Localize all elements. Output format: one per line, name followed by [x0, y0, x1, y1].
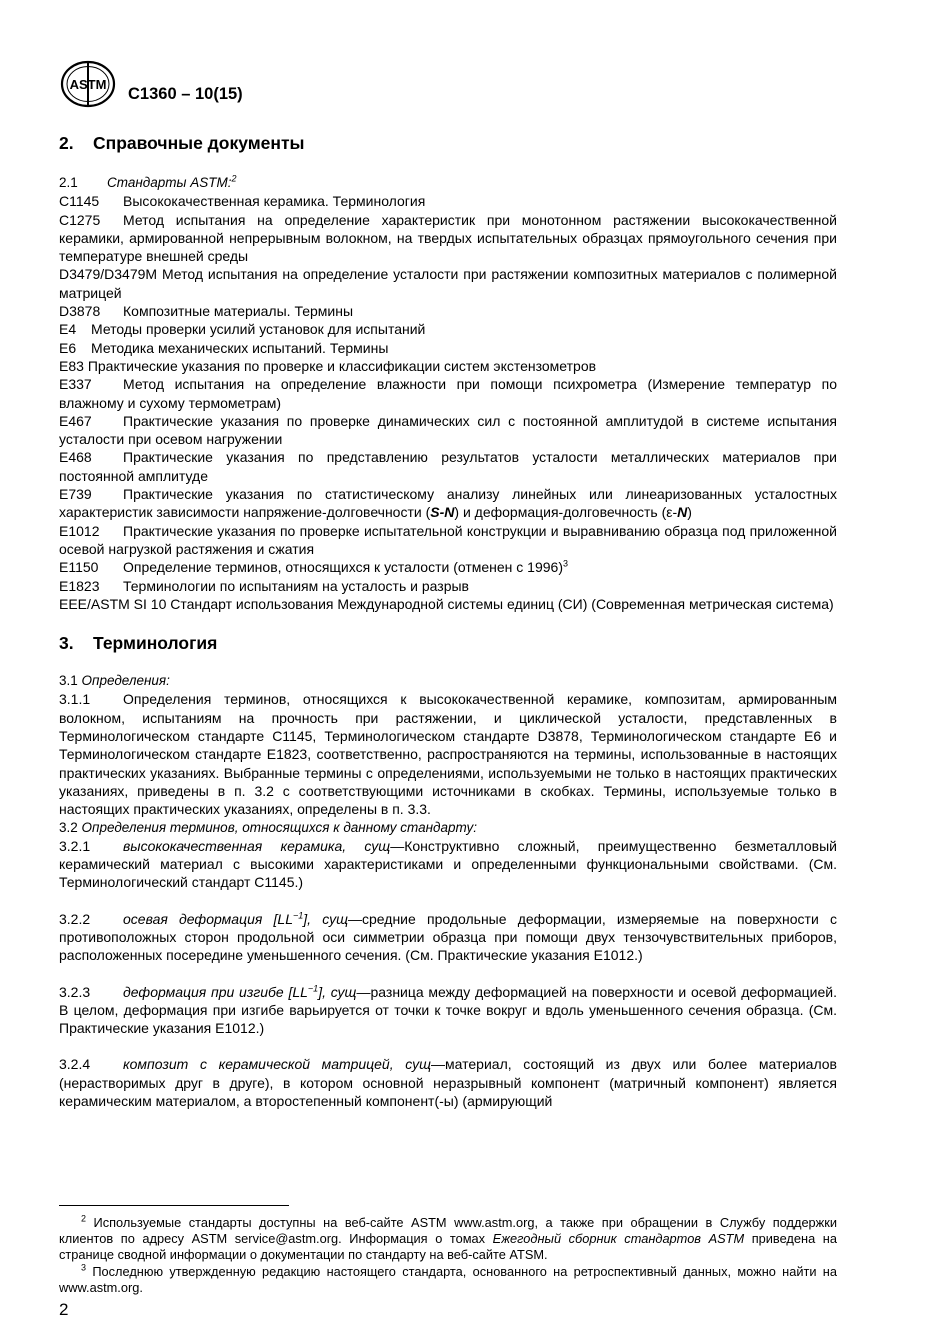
term-superscript: −1 — [307, 982, 319, 993]
section-title: Терминология — [93, 633, 218, 654]
subsection-title: Определения терминов, относящихся к данному стандарту: — [81, 819, 477, 835]
section-number: 2. — [59, 133, 74, 153]
reference-text: Практические указания по статистическому анализу линейных или линеаризованных усталостных характеристик зависимости напряжение-долговечности ( — [59, 486, 837, 521]
reference-code: E739 — [59, 486, 92, 503]
term: композит с керамической матрицей, сущ — [123, 1056, 432, 1073]
reference-text: Композитные материалы. Термины — [123, 303, 354, 320]
reference-item — [59, 522, 837, 559]
reference-code: E6 — [59, 339, 77, 356]
reference-item — [59, 320, 837, 338]
reference-item — [59, 577, 837, 595]
definition-text: —разница между деформацией на поверхности и осевой деформацией. В целом, деформация при изгибе варьируется от точки к точке вокруг и вдоль уменьшенного сечения образца. (См. Практические указания E1012.) — [59, 983, 837, 1037]
footnote-text-italic: Ежегодный сборник стандартов ASTM — [492, 1231, 745, 1247]
footnote-text: Последнюю утвержденную редакцию настоящего стандарта, основанного на ретроспективный данных, можно найти на www.astm.org. — [59, 1263, 837, 1295]
section-number: 3. — [59, 633, 74, 654]
reference-item — [59, 265, 837, 302]
reference-text: Стандарт использования Международной системы единиц (СИ) (Современная метрическая система) — [170, 595, 834, 612]
subsection-2-1 — [59, 173, 837, 192]
reference-code: E4 — [59, 321, 77, 338]
definition-text: —Конструктивно сложный, преимущественно безметалловый керамический материал с высокими характеристиками и определенными функциональными свойствами. (См. Терминологический стандарт C1145.) — [59, 837, 837, 891]
section-3-heading — [59, 632, 837, 654]
footnote-3 — [59, 1264, 837, 1296]
reference-text: ) — [687, 504, 692, 521]
definition-text: —материал, состоящий из двух или более материалов (нерастворимых друг в друге), в котором основной неразрывный компонент (матричный компонент) является керамическим материалом, а второстепенный компонент(-ы) (армирующий — [59, 1056, 837, 1110]
reference-item — [59, 485, 837, 522]
subsection-number: 2.1 — [59, 175, 78, 190]
reference-text: Терминологии по испытаниям на усталость и разрыв — [123, 577, 469, 594]
term: ], сущ — [303, 910, 349, 927]
paragraph-number: 3.2.1 — [59, 837, 91, 854]
reference-code: EEE/ASTM SI 10 — [59, 595, 167, 612]
reference-text: Метод испытания на определение характеристик при монотонном растяжении высококачественной керамики, армированной непрерывным волокном, на твердых испытательных образцах прямоугольного сечения при температуре внешней среды — [59, 211, 837, 265]
paragraph-3-2-3 — [59, 983, 837, 1038]
paragraph-3-1-1 — [59, 690, 837, 818]
reference-text: Практические указания по проверке испытательной конструкции и выравниванию образца под приложенной осевой нагрузкой растяжения и сжатия — [59, 522, 837, 557]
reference-item — [59, 211, 837, 266]
reference-text: Методика механических испытаний. Термины — [91, 339, 389, 356]
reference-text: Определение терминов, относящихся к усталости (отменен с 1996) — [123, 559, 563, 576]
paragraph-text: Определения терминов, относящихся к высококачественной керамике, композитам, армированным волокном, испытаниям на прочность при растяжении, и циклической усталости, представленных в Терминологическом стандарте C1145, Терминологическом стандарте D3878, Терминологическом стандарте E6 и Терминологическом стандарте E1823, соответственно, распространяются на термины, использованные в настоящих практических указаниях. Выбранные термины с определениями, используемыми не только в настоящих практических указаниях, приведены в п. 3.2 с соответствующими источниками в скобках. Термины, используемые только в настоящих практических указаниях, определены в п. 3.3. — [59, 691, 837, 818]
subsection-title: Стандарты ASTM: — [107, 175, 232, 190]
subsection-3-1 — [59, 672, 837, 690]
reference-item — [59, 339, 837, 357]
paragraph-number: 3.2.3 — [59, 983, 91, 1000]
reference-code: C1145 — [59, 193, 100, 210]
reference-text: Методы проверки усилий установок для испытаний — [91, 321, 426, 338]
term: осевая деформация [LL — [123, 910, 293, 927]
reference-code: E1012 — [59, 522, 100, 539]
reference-text: Высококачественная керамика. Терминология — [123, 193, 426, 210]
paragraph-3-2-4 — [59, 1055, 837, 1110]
section-2-heading — [59, 132, 837, 154]
document-id: C1360 – 10(15) — [128, 84, 243, 103]
page-header — [58, 58, 243, 110]
reference-text: Практические указания по проверке и классификации систем экстензометров — [87, 357, 597, 374]
reference-text: Практические указания по проверке динамических сил с постоянной амплитудой в системе испытания усталости при осевом нагружении — [59, 412, 837, 448]
reference-code: E83 — [59, 357, 84, 374]
paragraph-number: 3.1.1 — [59, 691, 91, 708]
reference-code: E1823 — [59, 577, 100, 594]
subsection-number: 3.2 — [59, 819, 78, 835]
footnote-ref: 3 — [563, 558, 569, 569]
reference-item — [59, 595, 837, 613]
reference-text: ) и деформация-долговечность (ε- — [454, 504, 678, 521]
reference-text: Метод испытания на определение влажности при помощи психрометра (Измерение температур по влажному и сухому термометрам) — [59, 376, 837, 411]
reference-item — [59, 558, 837, 576]
reference-code: E467 — [59, 412, 92, 429]
reference-item — [59, 357, 837, 375]
footnote-2 — [59, 1215, 837, 1264]
reference-item — [59, 448, 837, 485]
page-number: 2 — [59, 1300, 69, 1319]
reference-code: C1275 — [59, 211, 101, 228]
reference-code: D3479/D3479M — [59, 266, 158, 283]
reference-text: Практические указания по представлению результатов усталости металлических материалов при постоянной амплитуде — [59, 449, 837, 484]
reference-item — [59, 375, 837, 412]
reference-code: E1150 — [59, 559, 99, 576]
page-content — [59, 132, 837, 1110]
reference-item — [59, 302, 837, 320]
subsection-title: Определения: — [81, 673, 170, 689]
definition-text: —средние продольные деформации, измеряемые на поверхности с противоположных сторон продольной оси симметрии образца при помощи двух тензочувствительных приборов, расположенных посередине уменьшенного сечения. (См. Практические указания E1012.) — [59, 910, 837, 964]
subsection-number: 3.1 — [59, 673, 78, 689]
term: высококачественная керамика, сущ — [123, 837, 391, 854]
footnote-text: приведена на странице сводной информации о документации по стандарту на веб-сайте ATSM. — [59, 1231, 837, 1263]
footnote-text: Используемые стандарты доступны на веб-сайте ASTM www.astm.org, а также при обращении в Службу поддержки клиентов по адресу ASTM service@astm.org. Информация о томах — [59, 1215, 837, 1247]
logo-text: ASTM — [69, 77, 107, 92]
reference-code: E468 — [59, 449, 92, 466]
paragraph-3-2-1 — [59, 837, 837, 892]
subsection-3-2 — [59, 819, 837, 837]
reference-text-emph: S-N — [430, 504, 455, 521]
reference-item — [59, 192, 837, 210]
footnote-number: 2 — [81, 1213, 87, 1224]
footnote-ref: 2 — [231, 173, 237, 184]
reference-text-emph: N — [677, 504, 688, 521]
reference-text: Метод испытания на определение усталости при растяжении композитных материалов с полимерной матрицей — [59, 266, 837, 301]
reference-code: D3878 — [59, 303, 101, 320]
footnote-number: 3 — [81, 1262, 87, 1273]
astm-logo — [58, 58, 118, 110]
term: ], сущ — [318, 983, 357, 1000]
term: деформация при изгибе [LL — [123, 983, 308, 1000]
footnote-divider — [59, 1205, 289, 1206]
term-superscript: −1 — [293, 910, 304, 921]
reference-code: E337 — [59, 376, 92, 393]
paragraph-number: 3.2.2 — [59, 910, 91, 927]
reference-item — [59, 412, 837, 449]
footnotes — [59, 1215, 837, 1296]
paragraph-number: 3.2.4 — [59, 1056, 91, 1073]
paragraph-3-2-2 — [59, 910, 837, 965]
section-title: Справочные документы — [93, 133, 305, 153]
